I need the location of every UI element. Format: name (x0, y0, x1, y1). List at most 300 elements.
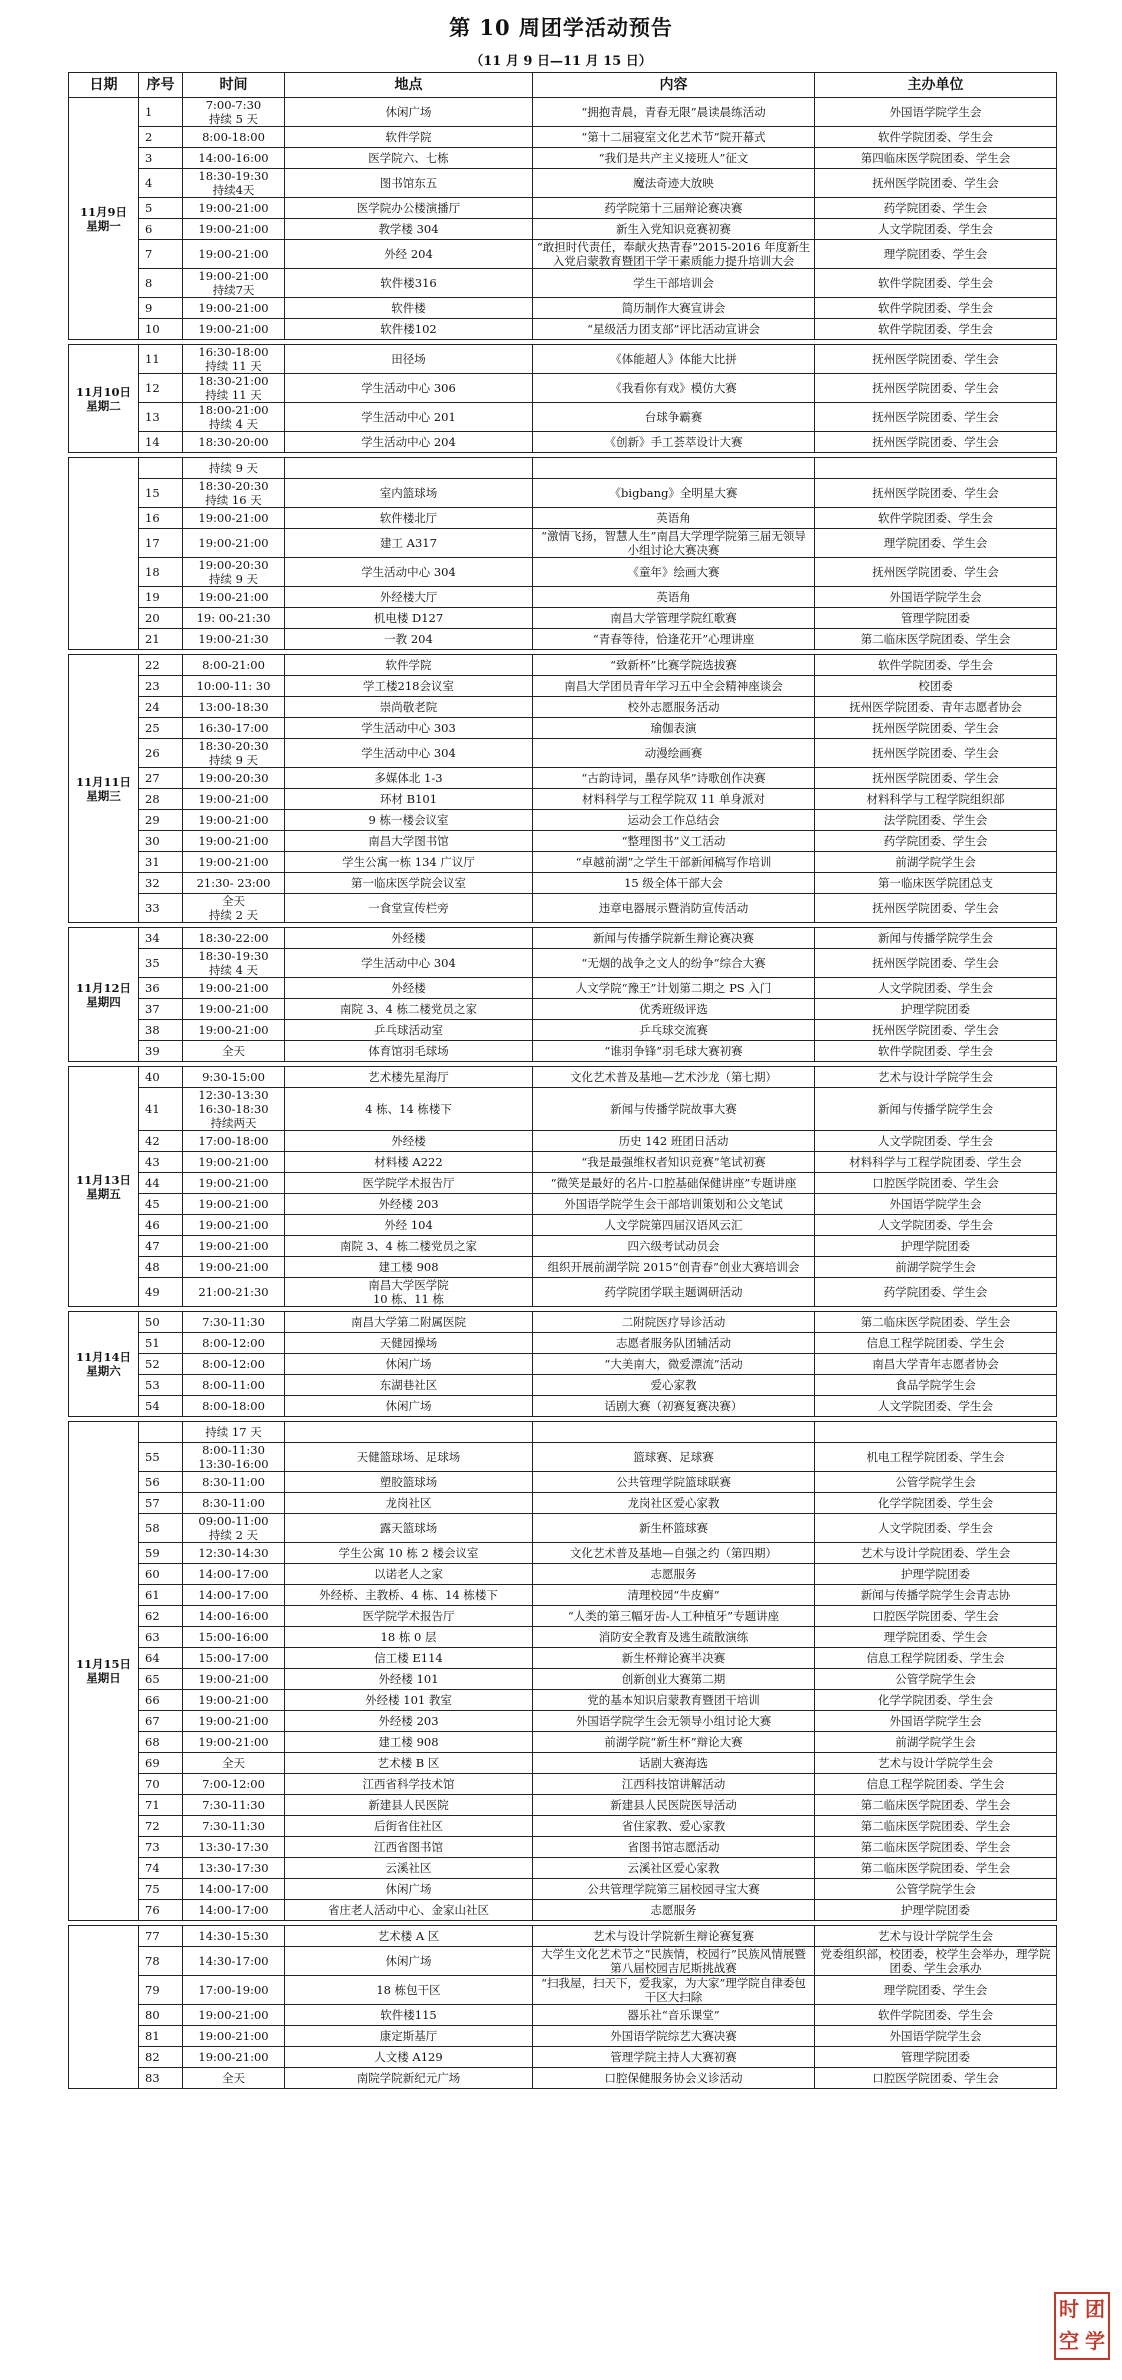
table-row (69, 1858, 1057, 1879)
row-org: 抚州医学院团委、学生会 (815, 169, 1057, 198)
row-content: 消防安全教育及逃生疏散演练 (533, 1627, 815, 1648)
row-time: 12:30-13:30 16:30-18:30 持续两天 (183, 1088, 285, 1131)
row-place: 学生活动中心 306 (285, 374, 533, 403)
row-place: 外经楼 203 (285, 1711, 533, 1732)
row-number: 73 (139, 1837, 183, 1858)
row-number: 65 (139, 1669, 183, 1690)
table-row (69, 1131, 1057, 1152)
row-number: 79 (139, 1976, 183, 2005)
row-org: 艺术与设计学院学生会 (815, 1926, 1057, 1947)
row-org: 口腔医学院团委、学生会 (815, 2068, 1057, 2089)
table-row (69, 2026, 1057, 2047)
day-label: 11月10日 星期二 (69, 345, 139, 453)
row-place: 软件楼316 (285, 269, 533, 298)
table-row (69, 1732, 1057, 1753)
row-number: 45 (139, 1194, 183, 1215)
row-place: 云溪社区 (285, 1858, 533, 1879)
row-org: 第二临床医学院团委、学生会 (815, 1795, 1057, 1816)
table-row (69, 269, 1057, 298)
table-row (69, 2047, 1057, 2068)
row-place: 外经楼 (285, 978, 533, 999)
row-org: 抚州医学院团委、学生会 (815, 558, 1057, 587)
row-org: 口腔医学院团委、学生会 (815, 1606, 1057, 1627)
row-number: 50 (139, 1312, 183, 1333)
row-content: 清理校园“牛皮癣” (533, 1585, 815, 1606)
row-number: 34 (139, 928, 183, 949)
row-place: 艺术楼先星海厅 (285, 1067, 533, 1088)
row-place: 建工楼 908 (285, 1257, 533, 1278)
row-place: 乒乓球活动室 (285, 1020, 533, 1041)
row-place: 休闲广场 (285, 1879, 533, 1900)
table-row (69, 458, 1057, 479)
table-row (69, 978, 1057, 999)
row-place: 天健园操场 (285, 1333, 533, 1354)
row-place (285, 1422, 533, 1443)
table-row (69, 1690, 1057, 1711)
table-row (69, 1375, 1057, 1396)
row-number: 23 (139, 676, 183, 697)
row-place: 后街省住社区 (285, 1816, 533, 1837)
row-time: 14:30-15:30 (183, 1926, 285, 1947)
row-time: 19:00-21:00 (183, 2047, 285, 2068)
table-row (69, 1564, 1057, 1585)
row-org: 人文学院团委、学生会 (815, 1514, 1057, 1543)
row-time: 19:00-21:00 (183, 240, 285, 269)
row-number: 2 (139, 127, 183, 148)
row-place (285, 458, 533, 479)
row-place: 南院 3、4 栋二楼党员之家 (285, 999, 533, 1020)
schedule-table (68, 72, 1057, 2089)
row-number (139, 1422, 183, 1443)
table-row (69, 873, 1057, 894)
header-no: 序号 (139, 73, 183, 98)
row-number: 40 (139, 1067, 183, 1088)
row-content: 话剧大赛（初赛复赛决赛） (533, 1396, 815, 1417)
row-org: 药学院团委、学生会 (815, 831, 1057, 852)
header-date: 日期 (69, 73, 139, 98)
row-time: 8:00-11:30 13:30-16:00 (183, 1443, 285, 1472)
row-org: 党委组织部，校团委，校学生会举办，理学院团委、学生会承办 (815, 1947, 1057, 1976)
row-time: 19:00-21:00 (183, 529, 285, 558)
table-row (69, 1041, 1057, 1062)
row-place: 软件楼102 (285, 319, 533, 340)
table-row (69, 403, 1057, 432)
table-row (69, 169, 1057, 198)
row-time: 19:00-21:00 (183, 1711, 285, 1732)
row-time: 19:00-21:00 (183, 1732, 285, 1753)
row-number: 59 (139, 1543, 183, 1564)
row-time: 19:00-21:00 (183, 2005, 285, 2026)
row-content: 新建县人民医院医导活动 (533, 1795, 815, 1816)
row-number: 75 (139, 1879, 183, 1900)
row-time: 15:00-16:00 (183, 1627, 285, 1648)
row-org: 艺术与设计学院团委、学生会 (815, 1543, 1057, 1564)
table-row (69, 298, 1057, 319)
table-row (69, 789, 1057, 810)
row-number: 5 (139, 198, 183, 219)
row-time: 14:00-17:00 (183, 1564, 285, 1585)
row-content: “谁羽争锋”羽毛球大赛初赛 (533, 1041, 815, 1062)
row-number: 44 (139, 1173, 183, 1194)
row-content: 药学院第十三届辩论赛决赛 (533, 198, 815, 219)
row-place: 外经楼 101 (285, 1669, 533, 1690)
row-org: 抚州医学院团委、学生会 (815, 768, 1057, 789)
row-time: 19:00-21:00 (183, 852, 285, 873)
row-time: 19:00-21:00 (183, 789, 285, 810)
row-time: 8:00-21:00 (183, 655, 285, 676)
row-org: 外国语学院学生会 (815, 1711, 1057, 1732)
row-content: 瑜伽表演 (533, 718, 815, 739)
row-org: 化学学院团委、学生会 (815, 1493, 1057, 1514)
row-org: 前湖学院学生会 (815, 1257, 1057, 1278)
row-org: 第二临床医学院团委、学生会 (815, 1816, 1057, 1837)
row-time: 16:30-17:00 (183, 718, 285, 739)
row-place: 外经楼大厅 (285, 587, 533, 608)
row-org: 校团委 (815, 676, 1057, 697)
row-number: 46 (139, 1215, 183, 1236)
row-number: 77 (139, 1926, 183, 1947)
table-row (69, 345, 1057, 374)
row-content: 新生入党知识竞赛初赛 (533, 219, 815, 240)
table-row (69, 1648, 1057, 1669)
row-place: 休闲广场 (285, 98, 533, 127)
row-number: 74 (139, 1858, 183, 1879)
row-place: 艺术楼 A 区 (285, 1926, 533, 1947)
row-place: 学生活动中心 304 (285, 949, 533, 978)
row-org: 抚州医学院团委、学生会 (815, 949, 1057, 978)
row-time: 19:00-21:00 (183, 810, 285, 831)
row-content: 药学院团学联主题调研活动 (533, 1278, 815, 1307)
row-place: 第一临床医学院会议室 (285, 873, 533, 894)
row-number: 15 (139, 479, 183, 508)
row-content: “古韵诗词，墨存风华”诗歌创作决赛 (533, 768, 815, 789)
row-place: 学生公寓 10 栋 2 楼会议室 (285, 1543, 533, 1564)
row-time: 19:00-21:00 (183, 2026, 285, 2047)
row-org: 人文学院团委、学生会 (815, 978, 1057, 999)
row-org: 护理学院团委 (815, 1236, 1057, 1257)
row-org: 公管学院学生会 (815, 1472, 1057, 1493)
row-content: “星级活力团支部”评比活动宣讲会 (533, 319, 815, 340)
row-place: 南昌大学医学院 10 栋、11 栋 (285, 1278, 533, 1307)
row-org: 软件学院团委、学生会 (815, 298, 1057, 319)
row-org: 人文学院团委、学生会 (815, 1215, 1057, 1236)
row-place: 18 栋 0 层 (285, 1627, 533, 1648)
table-row (69, 1173, 1057, 1194)
row-time: 7:30-11:30 (183, 1312, 285, 1333)
row-time: 全天 (183, 1753, 285, 1774)
row-number: 81 (139, 2026, 183, 2047)
table-row (69, 587, 1057, 608)
row-place: 艺术楼 B 区 (285, 1753, 533, 1774)
table-row (69, 2005, 1057, 2026)
row-org: 第一临床医学院团总支 (815, 873, 1057, 894)
watermark-logo (1054, 2292, 1110, 2360)
row-number: 47 (139, 1236, 183, 1257)
row-org: 软件学院团委、学生会 (815, 1041, 1057, 1062)
row-org: 第二临床医学院团委、学生会 (815, 629, 1057, 650)
row-content: 校外志愿服务活动 (533, 697, 815, 718)
row-place: 机电楼 D127 (285, 608, 533, 629)
row-place: 一食堂宣传栏旁 (285, 894, 533, 923)
row-time: 19:00-21:00 (183, 1194, 285, 1215)
row-number: 36 (139, 978, 183, 999)
row-org: 外国语学院学生会 (815, 98, 1057, 127)
row-content: 口腔保健服务协会义诊活动 (533, 2068, 815, 2089)
row-number: 4 (139, 169, 183, 198)
row-org: 理学院团委、学生会 (815, 1976, 1057, 2005)
row-place: 室内篮球场 (285, 479, 533, 508)
row-content: 志愿者服务队团辅活动 (533, 1333, 815, 1354)
header-content: 内容 (533, 73, 815, 98)
row-content: 新生杯辩论赛半决赛 (533, 1648, 815, 1669)
row-org: 信息工程学院团委、学生会 (815, 1333, 1057, 1354)
table-row (69, 1976, 1057, 2005)
row-place: 外经楼 101 教室 (285, 1690, 533, 1711)
table-row (69, 1795, 1057, 1816)
row-number: 13 (139, 403, 183, 432)
row-content: 龙岗社区爱心家教 (533, 1493, 815, 1514)
table-row (69, 928, 1057, 949)
watermark-char: 时 (1059, 2297, 1079, 2321)
row-time: 8:30-11:00 (183, 1493, 285, 1514)
header-row (69, 73, 1057, 98)
table-row (69, 852, 1057, 873)
row-place: 外经 204 (285, 240, 533, 269)
row-org: 抚州医学院团委、学生会 (815, 718, 1057, 739)
table-row (69, 148, 1057, 169)
row-org: 信息工程学院团委、学生会 (815, 1774, 1057, 1795)
row-place: 南院学院新纪元广场 (285, 2068, 533, 2089)
row-org (815, 458, 1057, 479)
row-content: “微笑是最好的名片-口腔基础保健讲座”专题讲座 (533, 1173, 815, 1194)
day-label: 11月11日 星期三 (69, 655, 139, 923)
row-place: 外经楼 (285, 1131, 533, 1152)
row-place: 环材 B101 (285, 789, 533, 810)
row-content: 二附院医疗导诊活动 (533, 1312, 815, 1333)
table-row (69, 768, 1057, 789)
row-org: 软件学院团委、学生会 (815, 127, 1057, 148)
row-content: 《童年》绘画大赛 (533, 558, 815, 587)
row-number: 66 (139, 1690, 183, 1711)
row-time: 18:00-21:00 持续 4 天 (183, 403, 285, 432)
row-place: 学生活动中心 303 (285, 718, 533, 739)
table-row (69, 508, 1057, 529)
row-number: 61 (139, 1585, 183, 1606)
row-place: 江西省图书馆 (285, 1837, 533, 1858)
row-time: 18:30-21:00 持续 11 天 (183, 374, 285, 403)
row-place: 人文楼 A129 (285, 2047, 533, 2068)
row-place: 建工楼 908 (285, 1732, 533, 1753)
row-place: 医学院学术报告厅 (285, 1606, 533, 1627)
row-org: 软件学院团委、学生会 (815, 508, 1057, 529)
row-place: 建工 A317 (285, 529, 533, 558)
row-org: 新闻与传播学院学生会 (815, 1088, 1057, 1131)
row-time: 19:00-21:00 (183, 298, 285, 319)
row-org: 抚州医学院团委、学生会 (815, 1020, 1057, 1041)
row-place: 学生活动中心 204 (285, 432, 533, 453)
table-row (69, 1422, 1057, 1443)
row-number: 17 (139, 529, 183, 558)
row-number: 33 (139, 894, 183, 923)
table-row (69, 1333, 1057, 1354)
row-time: 8:00-12:00 (183, 1354, 285, 1375)
row-time: 13:30-17:30 (183, 1837, 285, 1858)
row-time: 18:30-19:30 持续4天 (183, 169, 285, 198)
row-org: 药学院团委、学生会 (815, 1278, 1057, 1307)
row-content: 《创新》手工荟萃设计大赛 (533, 432, 815, 453)
row-number: 24 (139, 697, 183, 718)
row-time: 19:00-21:00 (183, 1020, 285, 1041)
row-time: 19:00-20:30 (183, 768, 285, 789)
table-row (69, 558, 1057, 587)
row-content: 爱心家教 (533, 1375, 815, 1396)
row-org: 艺术与设计学院学生会 (815, 1067, 1057, 1088)
row-time: 8:00-11:00 (183, 1375, 285, 1396)
row-time: 17:00-18:00 (183, 1131, 285, 1152)
row-place: 医学院学术报告厅 (285, 1173, 533, 1194)
row-place: 南昌大学第二附属医院 (285, 1312, 533, 1333)
row-content: 文化艺术普及基地—艺术沙龙（第七期） (533, 1067, 815, 1088)
row-org: 软件学院团委、学生会 (815, 655, 1057, 676)
row-time: 7:30-11:30 (183, 1795, 285, 1816)
row-content: 篮球赛、足球赛 (533, 1443, 815, 1472)
row-time: 18:30-20:30 持续 9 天 (183, 739, 285, 768)
table-row (69, 1543, 1057, 1564)
row-org: 新闻与传播学院学生会 (815, 928, 1057, 949)
row-org: 艺术与设计学院学生会 (815, 1753, 1057, 1774)
row-content (533, 458, 815, 479)
row-org: 第二临床医学院团委、学生会 (815, 1858, 1057, 1879)
row-org: 软件学院团委、学生会 (815, 2005, 1057, 2026)
row-content: 《bigbang》全明星大赛 (533, 479, 815, 508)
row-time: 7:00-12:00 (183, 1774, 285, 1795)
row-number: 52 (139, 1354, 183, 1375)
row-place: 休闲广场 (285, 1396, 533, 1417)
row-org: 抚州医学院团委、学生会 (815, 403, 1057, 432)
header-org: 主办单位 (815, 73, 1057, 98)
row-number: 68 (139, 1732, 183, 1753)
row-content: 大学生文化艺术节之“民族情，校园行”民族风情展暨第八届校园吉尼斯挑战赛 (533, 1947, 815, 1976)
row-number: 11 (139, 345, 183, 374)
row-content: 英语角 (533, 587, 815, 608)
row-org: 第四临床医学院团委、学生会 (815, 148, 1057, 169)
row-content: 《体能超人》体能大比拼 (533, 345, 815, 374)
table-row (69, 676, 1057, 697)
row-org: 外国语学院学生会 (815, 1194, 1057, 1215)
row-content: 新闻与传播学院故事大赛 (533, 1088, 815, 1131)
table-row (69, 1443, 1057, 1472)
row-number: 58 (139, 1514, 183, 1543)
row-number: 29 (139, 810, 183, 831)
row-number: 63 (139, 1627, 183, 1648)
row-content: 乒乓球交流赛 (533, 1020, 815, 1041)
row-content: 前湖学院“新生杯”辩论大赛 (533, 1732, 815, 1753)
table-row (69, 1472, 1057, 1493)
row-number: 62 (139, 1606, 183, 1627)
row-place: 天健篮球场、足球场 (285, 1443, 533, 1472)
row-number: 26 (139, 739, 183, 768)
row-number: 38 (139, 1020, 183, 1041)
table-row (69, 1312, 1057, 1333)
row-content: 器乐社“音乐课堂” (533, 2005, 815, 2026)
row-content: “激情飞扬，智慧人生”南昌大学理学院第三届无领导小组讨论大赛决赛 (533, 529, 815, 558)
row-place: 塑胶篮球场 (285, 1472, 533, 1493)
row-place: 东湖巷社区 (285, 1375, 533, 1396)
row-place: 软件楼北厅 (285, 508, 533, 529)
row-content: 外国语学院学生会无领导小组讨论大赛 (533, 1711, 815, 1732)
row-number: 6 (139, 219, 183, 240)
row-time: 9:30-15:00 (183, 1067, 285, 1088)
day-label: 11月13日 星期五 (69, 1067, 139, 1307)
table-row (69, 1606, 1057, 1627)
row-content: 话剧大赛海选 (533, 1753, 815, 1774)
row-place: 软件学院 (285, 127, 533, 148)
table-row (69, 374, 1057, 403)
row-content: 公共管理学院第三届校园寻宝大赛 (533, 1879, 815, 1900)
row-org: 软件学院团委、学生会 (815, 269, 1057, 298)
row-place: 软件学院 (285, 655, 533, 676)
table-row (69, 1067, 1057, 1088)
row-number: 12 (139, 374, 183, 403)
table-row (69, 1088, 1057, 1131)
row-content (533, 1422, 815, 1443)
row-org: 抚州医学院团委、学生会 (815, 739, 1057, 768)
row-place: 18 栋包干区 (285, 1976, 533, 2005)
row-content: “大美南大，微爱漂流”活动 (533, 1354, 815, 1375)
table-row (69, 1585, 1057, 1606)
row-time: 10:00-11: 30 (183, 676, 285, 697)
row-content: 历史 142 班团日活动 (533, 1131, 815, 1152)
row-time: 8:30-11:00 (183, 1472, 285, 1493)
row-number: 82 (139, 2047, 183, 2068)
table-row (69, 1354, 1057, 1375)
row-time: 19:00-21:00 (183, 1173, 285, 1194)
row-time: 19:00-21:00 (183, 219, 285, 240)
table-row (69, 1627, 1057, 1648)
row-org: 抚州医学院团委、学生会 (815, 432, 1057, 453)
table-row (69, 1753, 1057, 1774)
row-content: 英语角 (533, 508, 815, 529)
row-content: 15 级全体干部大会 (533, 873, 815, 894)
row-content: 管理学院主持人大赛初赛 (533, 2047, 815, 2068)
row-content: 新生杯篮球赛 (533, 1514, 815, 1543)
row-org: 软件学院团委、学生会 (815, 319, 1057, 340)
row-org: 法学院团委、学生会 (815, 810, 1057, 831)
row-content: 材料科学与工程学院双 11 单身派对 (533, 789, 815, 810)
row-time: 18:30-20:30 持续 16 天 (183, 479, 285, 508)
row-time: 14:00-17:00 (183, 1900, 285, 1921)
header-place: 地点 (285, 73, 533, 98)
table-row (69, 1278, 1057, 1307)
row-time: 21:00-21:30 (183, 1278, 285, 1307)
row-place: 学工楼218会议室 (285, 676, 533, 697)
table-row (69, 1837, 1057, 1858)
row-content: 外国语学院综艺大赛决赛 (533, 2026, 815, 2047)
row-place: 江西省科学技术馆 (285, 1774, 533, 1795)
row-time: 19:00-21:00 (183, 1215, 285, 1236)
row-org: 食品学院学生会 (815, 1375, 1057, 1396)
row-time: 14:30-17:00 (183, 1947, 285, 1976)
table-row (69, 1816, 1057, 1837)
row-place: 新建县人民医院 (285, 1795, 533, 1816)
table-row (69, 697, 1057, 718)
row-number: 39 (139, 1041, 183, 1062)
row-number: 42 (139, 1131, 183, 1152)
row-number: 55 (139, 1443, 183, 1472)
row-content: 南昌大学团员青年学习五中全会精神座谈会 (533, 676, 815, 697)
row-number: 53 (139, 1375, 183, 1396)
row-time: 14:00-17:00 (183, 1879, 285, 1900)
